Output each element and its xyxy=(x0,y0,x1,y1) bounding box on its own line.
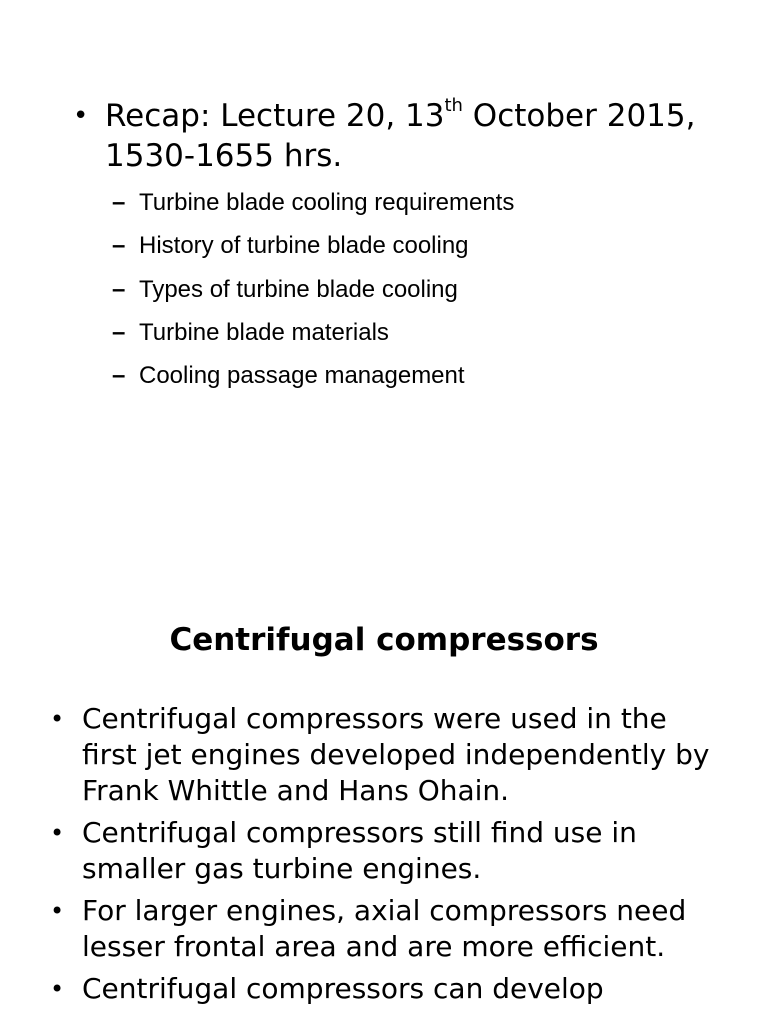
recap-text xyxy=(105,96,733,176)
dash-icon: – xyxy=(112,275,126,303)
recap-ordinal-suffix: th xyxy=(444,94,463,116)
bullet-list xyxy=(50,701,730,1013)
recap-topic-text: History of turbine blade cooling xyxy=(139,232,469,260)
recap-topic-item xyxy=(112,313,514,356)
dash-icon: – xyxy=(112,232,126,260)
bullet-item xyxy=(50,815,730,887)
recap-text-main: Recap: Lecture 20, 13 xyxy=(105,98,445,134)
recap-heading xyxy=(73,96,733,176)
recap-topic-item xyxy=(112,226,514,269)
bullet-item xyxy=(50,971,730,1007)
slide-title: Centrifugal compressors xyxy=(169,622,599,658)
bullet-text: Centrifugal compressors still find use in smaller gas turbine engines. xyxy=(82,816,637,885)
bullet-text: Centrifugal compressors can develop xyxy=(82,972,604,1005)
bullet-icon: • xyxy=(50,705,65,733)
bullet-icon: • xyxy=(50,975,65,1003)
recap-topic-item xyxy=(112,183,514,226)
bullet-icon: • xyxy=(50,819,65,847)
dash-icon: – xyxy=(112,362,126,390)
bullet-icon: • xyxy=(73,101,89,131)
recap-topic-item xyxy=(112,356,514,399)
recap-topic-text: Turbine blade materials xyxy=(139,318,389,346)
bullet-text: For larger engines, axial compressors need lesser frontal area and are more efficient. xyxy=(82,894,687,963)
bullet-item xyxy=(50,893,730,965)
dash-icon: – xyxy=(112,189,126,216)
recap-topic-item xyxy=(112,270,514,313)
recap-text-rest: October 2015, 1530-1655 hrs. xyxy=(105,98,696,174)
recap-topic-text: Types of turbine blade cooling xyxy=(139,275,458,303)
centrifugal-compressors-slide xyxy=(0,530,768,1024)
bullet-icon: • xyxy=(50,897,65,925)
recap-topic-text: Turbine blade cooling requirements xyxy=(139,189,515,216)
dash-icon: – xyxy=(112,318,126,346)
bullet-text: Centrifugal compressors were used in the first jet engines developed independently by Frank Whittle and Hans Ohain. xyxy=(82,702,710,807)
recap-topic-text: Cooling passage management xyxy=(139,362,465,390)
bullet-item xyxy=(50,701,730,809)
recap-topic-list xyxy=(112,183,514,399)
